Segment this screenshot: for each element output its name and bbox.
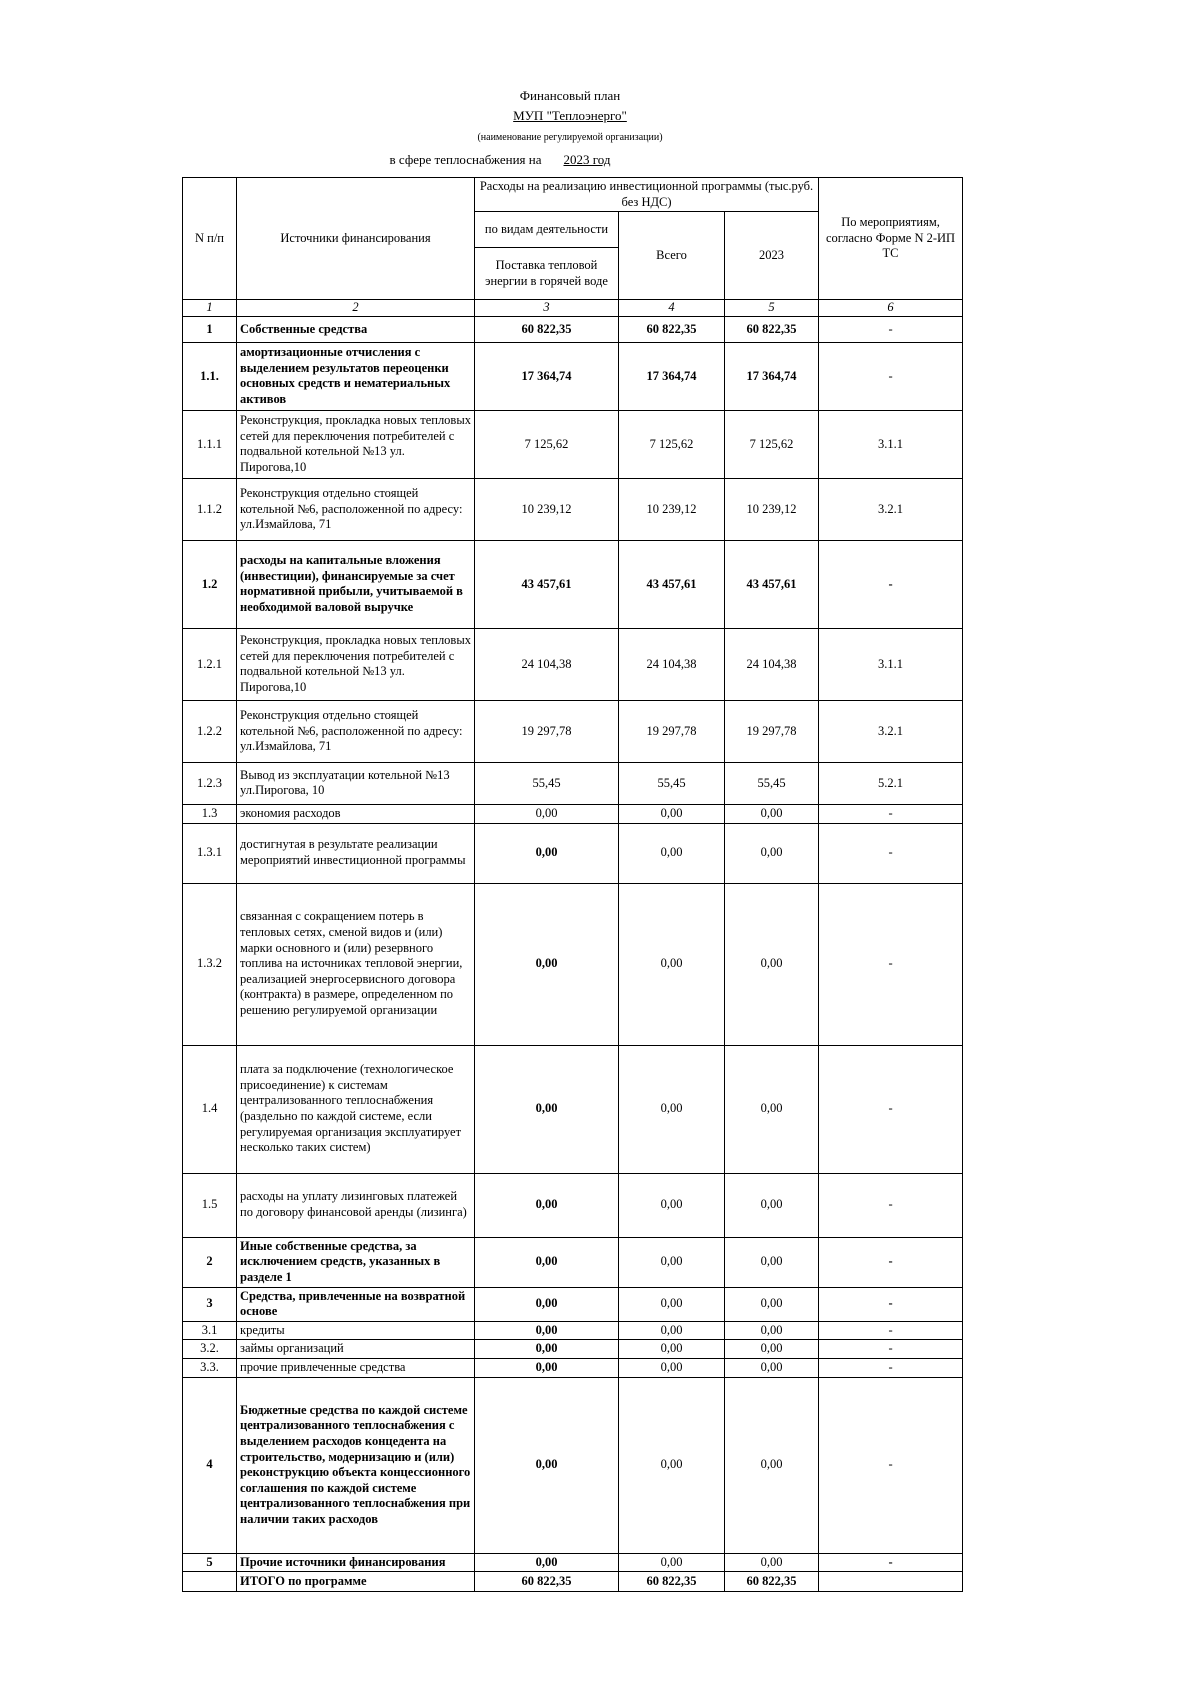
row-value-year: 19 297,78 [725,700,819,762]
row-number: 1.2.3 [183,762,237,804]
row-measure-ref: 5.2.1 [819,762,963,804]
row-value-activity: 24 104,38 [475,628,619,700]
row-measure-ref: - [819,1287,963,1321]
row-measure-ref: - [819,1045,963,1173]
row-value-year: 7 125,62 [725,410,819,478]
column-number: 4 [619,300,725,317]
row-measure-ref: - [819,883,963,1045]
row-measure-ref: - [819,540,963,628]
row-source: Вывод из эксплуатации котельной №13 ул.Пирогова, 10 [237,762,475,804]
row-value-total: 0,00 [619,1237,725,1287]
row-value-year: 0,00 [725,823,819,883]
column-number: 5 [725,300,819,317]
table-row [183,342,963,410]
row-number: 3 [183,1287,237,1321]
row-value-activity: 55,45 [475,762,619,804]
table-row [183,1287,963,1321]
header-num: N п/п [183,178,237,300]
table-row [183,1045,963,1173]
table-row [183,1359,963,1378]
row-value-activity: 0,00 [475,1377,619,1553]
row-source: связанная с сокращением потерь в тепловых сетях, сменой видов и (или) марки основного и (или) резервного топлива на источниках тепловой энергии, реализацией энергосервисного договора (контракта) в размере, определенном по решению регулируемой организации [237,883,475,1045]
row-value-total: 0,00 [619,1173,725,1237]
row-value-activity: 0,00 [475,1321,619,1340]
row-number: 1.1. [183,342,237,410]
row-value-total: 0,00 [619,823,725,883]
row-value-total: 24 104,38 [619,628,725,700]
row-number: 1.5 [183,1173,237,1237]
row-number: 1.3.2 [183,883,237,1045]
row-value-activity: 60 822,35 [475,1572,619,1592]
row-value-year: 0,00 [725,1045,819,1173]
row-number: 1.3 [183,804,237,823]
row-measure-ref: - [819,1340,963,1359]
row-source: расходы на капитальные вложения (инвестиции), финансируемые за счет нормативной прибыли, учитываемой в необходимой валовой выручке [237,540,475,628]
table-row [183,410,963,478]
row-value-activity: 0,00 [475,1045,619,1173]
row-source: кредиты [237,1321,475,1340]
row-value-total: 55,45 [619,762,725,804]
row-value-activity: 10 239,12 [475,478,619,540]
row-measure-ref: 3.1.1 [819,410,963,478]
row-measure-ref: - [819,1553,963,1572]
table-row [183,1237,963,1287]
row-value-total: 17 364,74 [619,342,725,410]
row-value-total: 43 457,61 [619,540,725,628]
row-number: 2 [183,1237,237,1287]
table-row [183,540,963,628]
row-value-activity: 0,00 [475,1287,619,1321]
row-measure-ref: 3.2.1 [819,478,963,540]
sphere-line [0,152,1000,168]
row-value-year: 0,00 [725,804,819,823]
header-sources: Источники финансирования [237,178,475,300]
row-number [183,1572,237,1592]
row-number: 1.4 [183,1045,237,1173]
row-source: экономия расходов [237,804,475,823]
row-source: ИТОГО по программе [237,1572,475,1592]
row-value-activity: 0,00 [475,1553,619,1572]
row-value-total: 0,00 [619,1321,725,1340]
row-value-year: 0,00 [725,1377,819,1553]
column-number: 2 [237,300,475,317]
column-number: 1 [183,300,237,317]
row-measure-ref: - [819,1377,963,1553]
row-measure-ref: - [819,804,963,823]
row-value-year: 0,00 [725,883,819,1045]
row-value-year: 10 239,12 [725,478,819,540]
row-measure-ref: - [819,316,963,342]
row-measure-ref: - [819,342,963,410]
row-number: 1.2.2 [183,700,237,762]
row-value-total: 60 822,35 [619,316,725,342]
row-value-total: 0,00 [619,883,725,1045]
row-value-year: 0,00 [725,1321,819,1340]
row-measure-ref: - [819,1237,963,1287]
row-source: Реконструкция, прокладка новых тепловых сетей для переключения потребителей с подвальной котельной №13 ул. Пирогова,10 [237,628,475,700]
column-number: 3 [475,300,619,317]
plan-title: Финансовый план [519,88,621,103]
row-source: Реконструкция отдельно стоящей котельной №6, расположенной по адресу: ул.Измайлова, 71 [237,478,475,540]
row-value-activity: 0,00 [475,804,619,823]
row-value-total: 60 822,35 [619,1572,725,1592]
table-row [183,478,963,540]
row-source: Собственные средства [237,316,475,342]
row-number: 1.2.1 [183,628,237,700]
row-number: 1 [183,316,237,342]
row-source: прочие привлеченные средства [237,1359,475,1378]
table-row [183,316,963,342]
row-source: займы организаций [237,1340,475,1359]
row-value-year: 55,45 [725,762,819,804]
header-activity-heat: Поставка тепловой энергии в горячей воде [475,248,619,300]
row-source: Иные собственные средства, за исключением средств, указанных в разделе 1 [237,1237,475,1287]
table-row [183,1572,963,1592]
row-value-year: 0,00 [725,1287,819,1321]
row-value-year: 43 457,61 [725,540,819,628]
table-row [183,1377,963,1553]
row-measure-ref [819,1572,963,1592]
row-value-year: 17 364,74 [725,342,819,410]
row-value-total: 0,00 [619,1553,725,1572]
header-measures: По мероприятиям, согласно Форме N 2-ИП ТС [819,178,963,300]
row-value-year: 60 822,35 [725,316,819,342]
row-source: Средства, привлеченные на возвратной основе [237,1287,475,1321]
column-numbers-row [183,300,963,317]
row-number: 5 [183,1553,237,1572]
row-source: расходы на уплату лизинговых платежей по договору финансовой аренды (лизинга) [237,1173,475,1237]
column-number: 6 [819,300,963,317]
year-label: 2023 год [563,152,611,167]
header-year: 2023 [725,212,819,300]
row-source: Бюджетные средства по каждой системе централизованного теплоснабжения с выделением расходов концедента на строительство, модернизацию и (или) реконструкцию объекта концессионного соглашения по каждой системе централизованного теплоснабжения при наличии таких расходов [237,1377,475,1553]
row-measure-ref: - [819,1359,963,1378]
row-value-year: 0,00 [725,1173,819,1237]
row-value-activity: 0,00 [475,823,619,883]
table-row [183,762,963,804]
row-value-total: 0,00 [619,1377,725,1553]
organization-note: (наименование регулируемой организации) [477,132,663,143]
row-number: 3.1 [183,1321,237,1340]
row-value-total: 7 125,62 [619,410,725,478]
row-value-year: 0,00 [725,1359,819,1378]
row-value-total: 10 239,12 [619,478,725,540]
header-total: Всего [619,212,725,300]
row-number: 1.1.1 [183,410,237,478]
table-row [183,1173,963,1237]
row-source: Прочие источники финансирования [237,1553,475,1572]
table-row [183,823,963,883]
row-number: 1.3.1 [183,823,237,883]
row-value-activity: 19 297,78 [475,700,619,762]
row-value-activity: 7 125,62 [475,410,619,478]
row-value-total: 0,00 [619,1045,725,1173]
row-source: Реконструкция отдельно стоящей котельной №6, расположенной по адресу: ул.Измайлова, 71 [237,700,475,762]
row-number: 4 [183,1377,237,1553]
row-value-year: 60 822,35 [725,1572,819,1592]
row-source: амортизационные отчисления с выделением результатов переоценки основных средств и нематериальных активов [237,342,475,410]
row-value-total: 0,00 [619,804,725,823]
row-value-year: 0,00 [725,1237,819,1287]
table-row [183,883,963,1045]
row-value-activity: 0,00 [475,1173,619,1237]
header-expenses-group: Расходы на реализацию инвестиционной программы (тыс.руб. без НДС) [475,178,819,212]
row-value-activity: 0,00 [475,1237,619,1287]
table-row [183,700,963,762]
organization-name-text: МУП "Теплоэнерго" [513,108,627,123]
header-by-activity: по видам деятельности [475,212,619,248]
row-measure-ref: 3.1.1 [819,628,963,700]
row-number: 3.3. [183,1359,237,1378]
row-value-activity: 60 822,35 [475,316,619,342]
row-value-activity: 0,00 [475,1340,619,1359]
row-value-year: 0,00 [725,1340,819,1359]
row-number: 1.2 [183,540,237,628]
row-value-activity: 0,00 [475,883,619,1045]
row-source: Реконструкция, прокладка новых тепловых сетей для переключения потребителей с подвальной котельной №13 ул. Пирогова,10 [237,410,475,478]
row-number: 1.1.2 [183,478,237,540]
sphere-label: в сфере теплоснабжения на [389,152,542,167]
row-value-year: 24 104,38 [725,628,819,700]
row-value-activity: 0,00 [475,1359,619,1378]
table-row [183,628,963,700]
row-measure-ref: - [819,823,963,883]
row-value-activity: 43 457,61 [475,540,619,628]
row-measure-ref: 3.2.1 [819,700,963,762]
row-value-total: 0,00 [619,1287,725,1321]
row-value-total: 0,00 [619,1340,725,1359]
table-row [183,1340,963,1359]
financial-plan-table [182,177,963,1592]
row-value-total: 19 297,78 [619,700,725,762]
table-row [183,804,963,823]
row-number: 3.2. [183,1340,237,1359]
row-value-total: 0,00 [619,1359,725,1378]
row-value-year: 0,00 [725,1553,819,1572]
row-measure-ref: - [819,1173,963,1237]
row-source: достигнутая в результате реализации мероприятий инвестиционной программы [237,823,475,883]
row-source: плата за подключение (технологическое присоединение) к системам централизованного теплоснабжения (раздельно по каждой системе, если регулируемая организация эксплуатирует несколько таких систем) [237,1045,475,1173]
row-value-activity: 17 364,74 [475,342,619,410]
row-measure-ref: - [819,1321,963,1340]
table-row [183,1553,963,1572]
table-row [183,1321,963,1340]
organization-name [0,108,1170,124]
